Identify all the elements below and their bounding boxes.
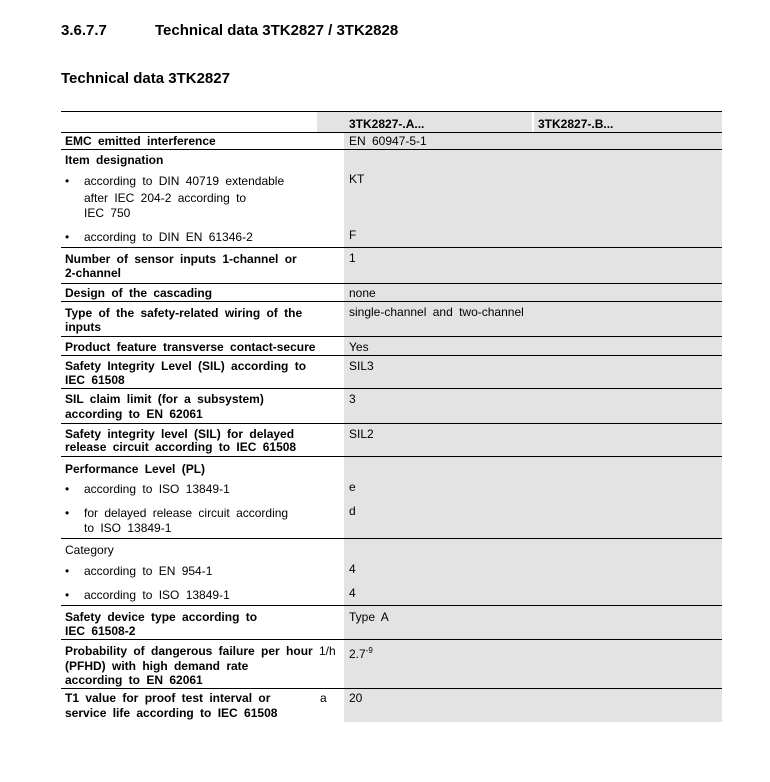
row-unit: 1/h	[319, 644, 336, 658]
header-col-a: 3TK2827-.A...	[349, 117, 425, 131]
row-sublabel: according to EN 954-1	[84, 564, 213, 578]
row-sublabel: for delayed release circuit according	[84, 506, 289, 520]
row-value: d	[349, 504, 356, 518]
section-title: Technical data 3TK2827 / 3TK2828	[155, 22, 399, 39]
row-label: Item designation	[65, 153, 164, 167]
row-label: Type of the safety-related wiring of the	[65, 306, 303, 320]
row-label: IEC 61508	[65, 373, 125, 387]
table-row-sil-claim-limit	[61, 388, 722, 423]
row-sublabel: according to DIN EN 61346-2	[84, 230, 253, 244]
table-row-category	[61, 538, 722, 605]
row-sublabel: IEC 750	[84, 206, 131, 220]
table-row-sensor-inputs	[61, 247, 722, 283]
table-header	[61, 111, 722, 132]
row-value: 4	[349, 562, 356, 576]
row-value: 1	[349, 251, 356, 265]
bullet: •	[65, 174, 70, 188]
table-row-sil-delayed	[61, 423, 722, 456]
row-sublabel: according to ISO 13849-1	[84, 482, 230, 496]
row-label: Performance Level (PL)	[65, 462, 206, 476]
row-label: Category	[65, 543, 114, 557]
row-value: $2.7^{-9}$	[349, 646, 373, 661]
row-label: Safety Integrity Level (SIL) according to	[65, 359, 307, 373]
table-row-t1	[61, 688, 722, 722]
subsection-title: Technical data 3TK2827	[61, 70, 230, 87]
table-row-transverse	[61, 336, 722, 355]
row-value: none	[349, 286, 376, 300]
table-row-wiring	[61, 301, 722, 336]
row-value: Type A	[349, 610, 389, 624]
row-value: 3	[349, 392, 356, 406]
row-value: e	[349, 480, 356, 494]
row-label: service life according to IEC 61508	[65, 706, 278, 720]
row-label: according to EN 62061	[65, 673, 203, 687]
row-sublabel: to ISO 13849-1	[84, 521, 172, 535]
row-value: SIL2	[349, 427, 374, 441]
table-row-performance-level	[61, 456, 722, 538]
table-row-cascading	[61, 283, 722, 301]
row-label: SIL claim limit (for a subsystem)	[65, 392, 264, 406]
row-value: KT	[349, 172, 365, 186]
bullet: •	[65, 482, 70, 496]
table-row-emc	[61, 132, 722, 149]
row-label: 2-channel	[65, 266, 122, 280]
technical-data-table	[61, 111, 722, 722]
table-row-pfhd	[61, 639, 722, 688]
table-row-device-type	[61, 605, 722, 639]
row-label: release circuit according to IEC 61508	[65, 440, 297, 454]
row-label: (PFHD) with high demand rate	[65, 659, 249, 673]
row-unit: a	[320, 691, 327, 705]
row-label: Number of sensor inputs 1-channel or	[65, 252, 297, 266]
row-label: T1 value for proof test interval or	[65, 691, 271, 705]
header-col-b: 3TK2827-.B...	[538, 117, 614, 131]
row-value: SIL3	[349, 359, 374, 373]
row-value: 4	[349, 586, 356, 600]
row-value: 20	[349, 691, 363, 705]
row-label: Probability of dangerous failure per hour	[65, 644, 313, 658]
row-value: single-channel and two-channel	[349, 305, 524, 319]
bullet: •	[65, 230, 70, 244]
row-label: Safety integrity level (SIL) for delayed	[65, 427, 295, 441]
row-value: EN 60947-5-1	[349, 134, 427, 148]
bullet: •	[65, 564, 70, 578]
row-label: Product feature transverse contact-secure	[65, 340, 316, 354]
row-label: Safety device type according to	[65, 610, 258, 624]
row-sublabel: according to ISO 13849-1	[84, 588, 230, 602]
row-label: inputs	[65, 320, 101, 334]
row-label: according to EN 62061	[65, 407, 203, 421]
row-value: Yes	[349, 340, 369, 354]
row-sublabel: according to DIN 40719 extendable	[84, 174, 285, 188]
row-label: Design of the cascading	[65, 286, 213, 300]
row-value: F	[349, 228, 357, 242]
row-label: EMC emitted interference	[65, 134, 216, 148]
table-row-sil	[61, 355, 722, 388]
table-row-item-designation	[61, 149, 722, 247]
section-number: 3.6.7.7	[61, 22, 107, 39]
bullet: •	[65, 506, 70, 520]
row-label: IEC 61508-2	[65, 624, 136, 638]
bullet: •	[65, 588, 70, 602]
row-sublabel: after IEC 204-2 according to	[84, 191, 247, 205]
